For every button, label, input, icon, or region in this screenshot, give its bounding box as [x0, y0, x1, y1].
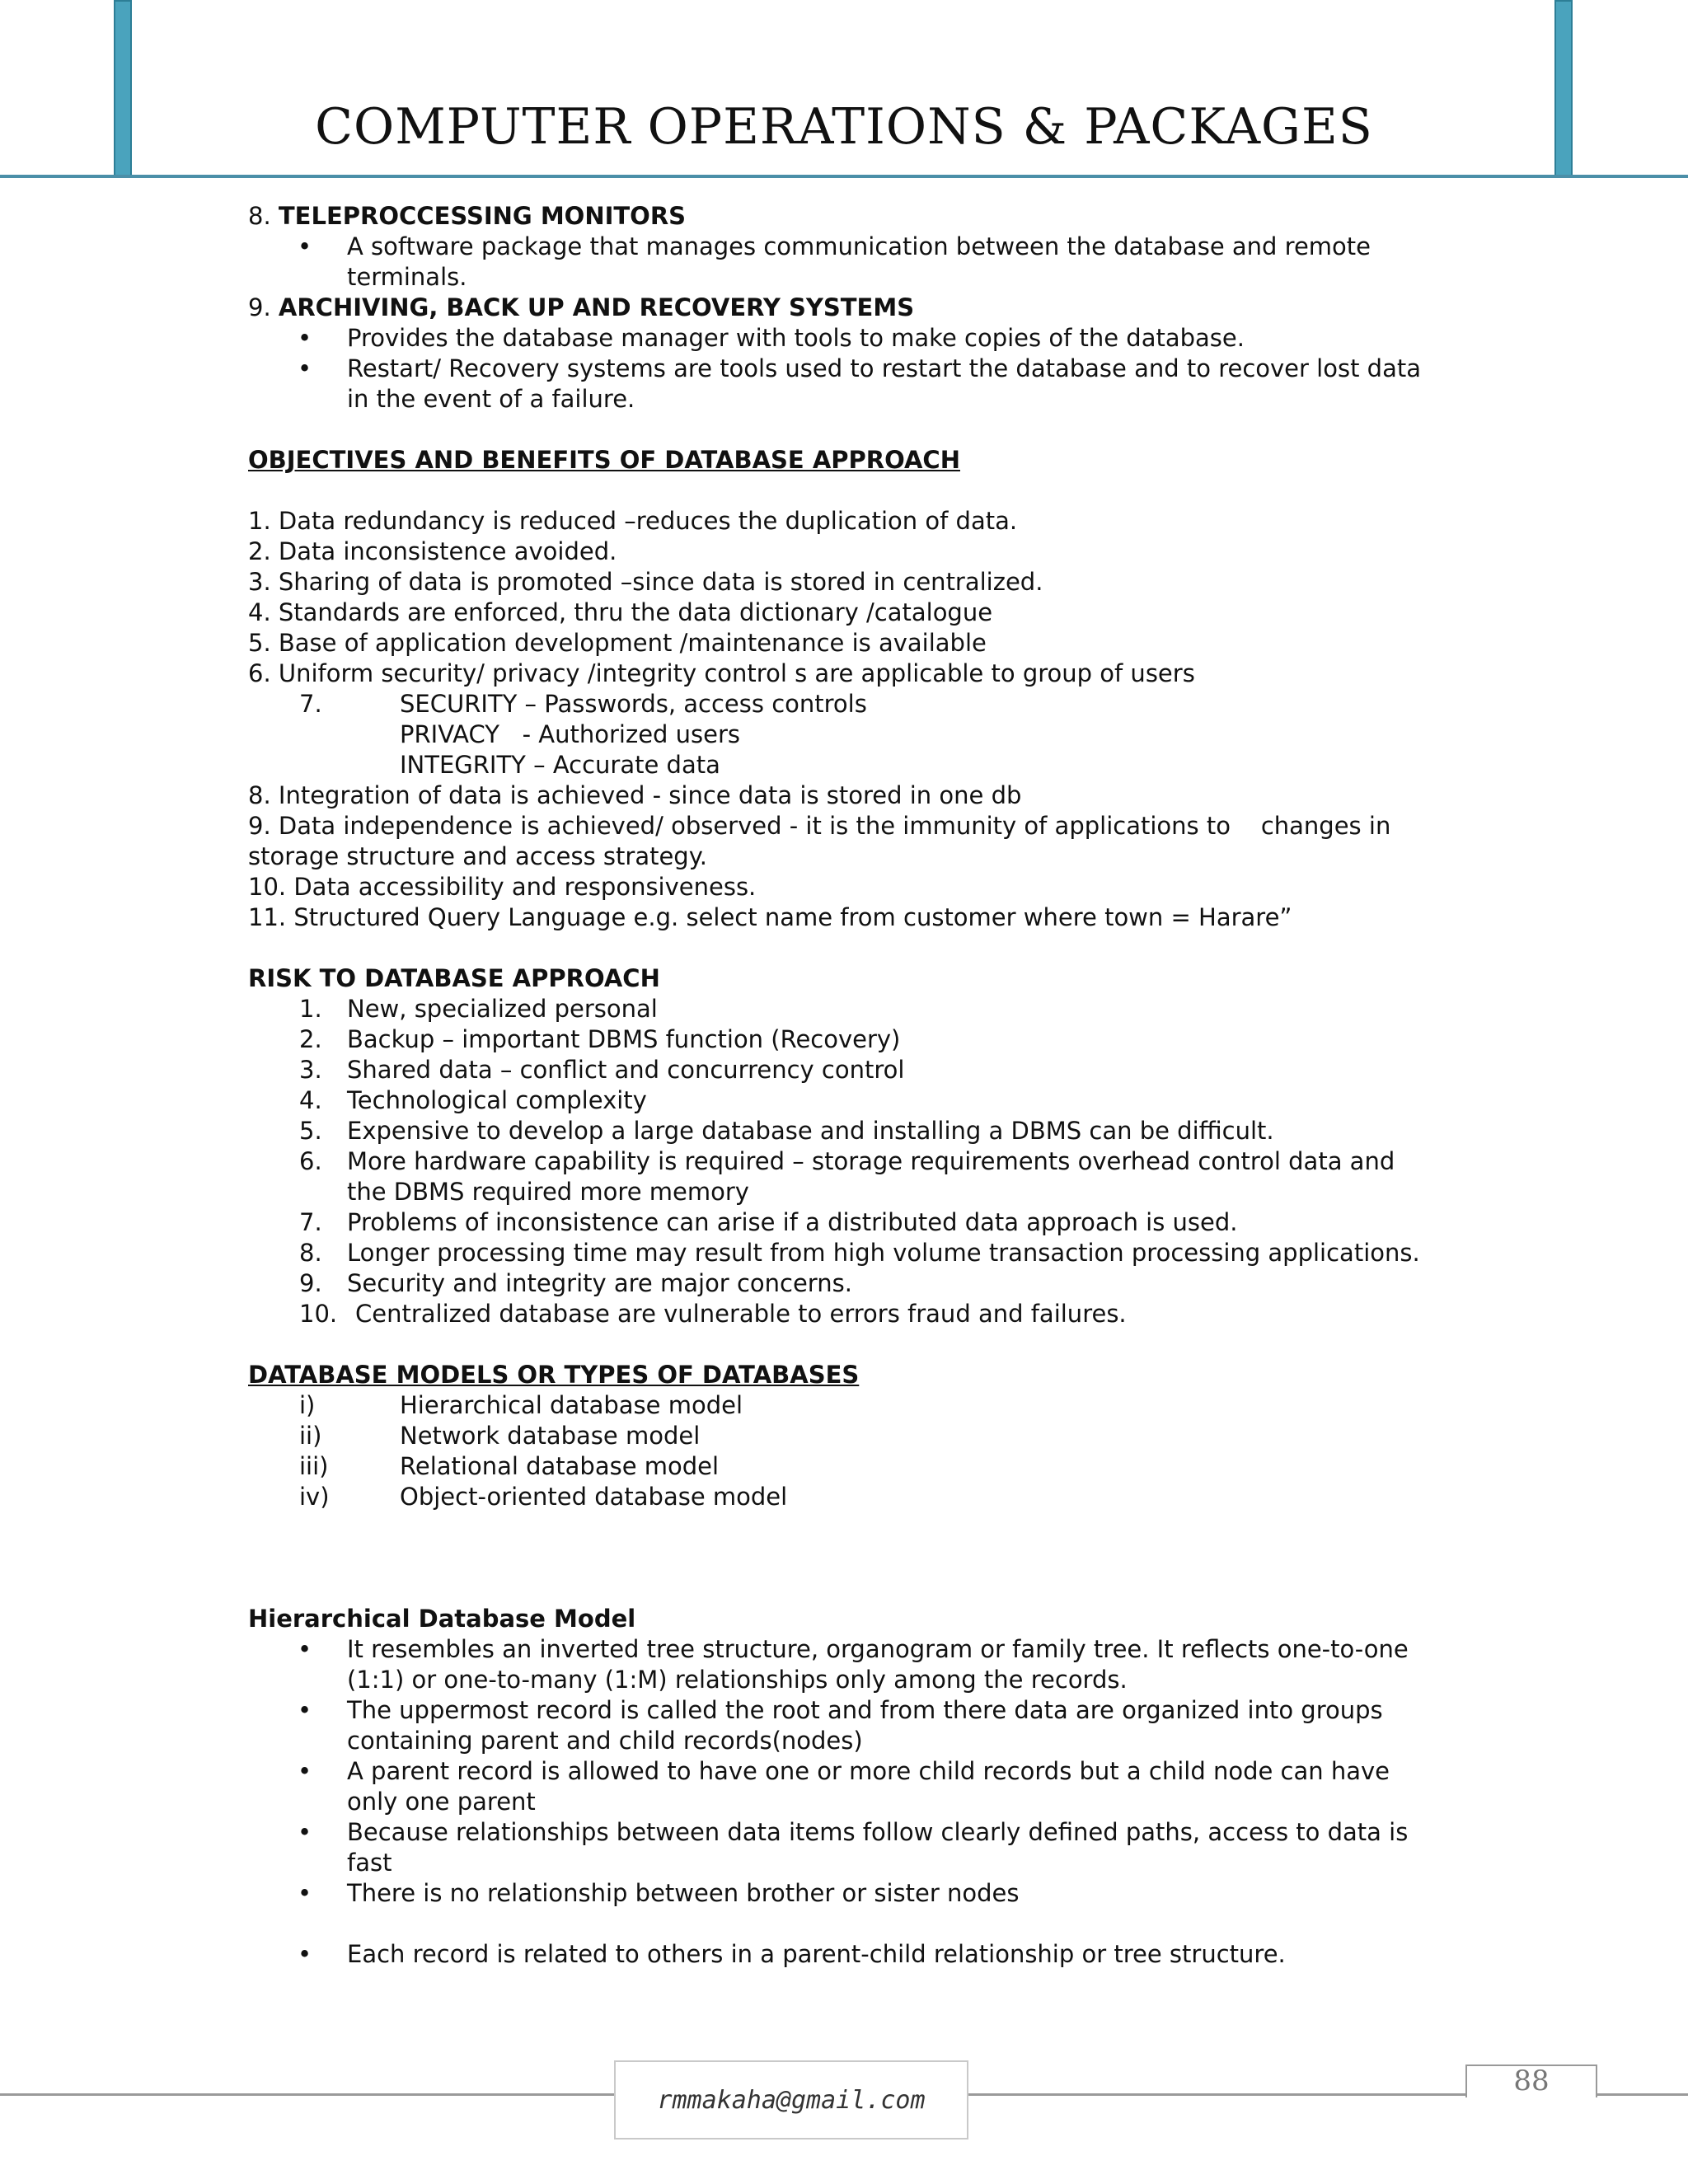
model-item: i) Hierarchical database model: [299, 1391, 743, 1419]
bullet-glyph: •: [298, 1879, 312, 1907]
objective-item: 6. Uniform security/ privacy /integrity control s are applicable to group of users: [248, 659, 1195, 687]
objective-item: 11. Structured Query Language e.g. select name from customer where town = Harare”: [248, 903, 1292, 931]
model-item: iii) Relational database model: [299, 1452, 720, 1480]
risk-item: 7. Problems of inconsistence can arise if a distributed data approach is used.: [299, 1208, 1238, 1236]
section-8-heading: 8. TELEPROCCESSING MONITORS: [248, 202, 687, 230]
risk-item: 5. Expensive to develop a large database and installing a DBMS can be difficult.: [299, 1117, 1274, 1145]
bullet-glyph: •: [298, 1818, 312, 1846]
objective-item: 5. Base of application development /maintenance is available: [248, 629, 987, 657]
bullet-glyph: •: [298, 324, 312, 352]
objective-item-7: 7. SECURITY – Passwords, access controls: [299, 690, 867, 718]
risk-item: 8. Longer processing time may result from high volume transaction processing applications.: [299, 1239, 1420, 1267]
section-9-heading: 9. ARCHIVING, BACK UP AND RECOVERY SYSTEMS: [248, 293, 915, 321]
objective-item: 9. Data independence is achieved/ observed - it is the immunity of applications to changes in: [248, 812, 1391, 840]
bullet-glyph: •: [298, 1696, 312, 1724]
risk-item: 9. Security and integrity are major concerns.: [299, 1269, 852, 1297]
footer-divider-left: [0, 2093, 614, 2096]
risk-item: 1. New, specialized personal: [299, 995, 658, 1023]
hierarchical-bullet: • It resembles an inverted tree structure, organogram or family tree. It reflects one-to-one (1:1) or one-to-many (1:M) relationships only among the records.: [248, 1634, 1435, 1695]
objectives-heading: OBJECTIVES AND BENEFITS OF DATABASE APPROACH: [248, 446, 960, 474]
objective-item: 8. Integration of data is achieved - since data is stored in one db: [248, 781, 1022, 809]
page-title: COMPUTER OPERATIONS & PACKAGES: [315, 98, 1373, 156]
objective-item-7-line: INTEGRITY – Accurate data: [400, 751, 720, 779]
risk-item: 6. More hardware capability is required – storage requirements overhead control data and the DBMS required more memory: [299, 1147, 1395, 1206]
bullet-glyph: •: [298, 1757, 312, 1785]
hierarchical-bullet: • There is no relationship between brother or sister nodes: [248, 1878, 1435, 1909]
risk-item: 2. Backup – important DBMS function (Recovery): [299, 1025, 901, 1053]
models-heading: DATABASE MODELS OR TYPES OF DATABASES: [248, 1361, 860, 1389]
objective-item: 3. Sharing of data is promoted –since data is stored in centralized.: [248, 568, 1043, 596]
bullet-glyph: •: [298, 1635, 312, 1663]
section-9-bullet: • Provides the database manager with tools to make copies of the database.: [248, 323, 1435, 354]
page-number: 88: [1465, 2064, 1597, 2097]
header-divider: [0, 175, 1688, 178]
hierarchical-bullet: • Because relationships between data items follow clearly defined paths, access to data is fast: [248, 1817, 1435, 1878]
risk-item: 4. Technological complexity: [299, 1086, 647, 1114]
objective-item-continuation: storage structure and access strategy.: [248, 842, 707, 870]
risk-item: 3. Shared data – conflict and concurrency control: [299, 1056, 905, 1084]
bullet-glyph: •: [298, 232, 312, 260]
footer-divider-middle: [968, 2093, 1465, 2096]
footer-divider-right: [1597, 2093, 1688, 2096]
section-9-bullet: • Restart/ Recovery systems are tools used to restart the database and to recover lost data in the event of a failure.: [248, 354, 1435, 415]
hierarchical-bullet: • The uppermost record is called the root and from there data are organized into groups containing parent and child records(nodes): [248, 1695, 1435, 1756]
objective-item: 1. Data redundancy is reduced –reduces the duplication of data.: [248, 507, 1018, 535]
hierarchical-heading: Hierarchical Database Model: [248, 1605, 636, 1633]
hierarchical-bullet: • A parent record is allowed to have one or more child records but a child node can have only one parent: [248, 1756, 1435, 1817]
hierarchical-bullet: • Each record is related to others in a parent-child relationship or tree structure.: [248, 1939, 1435, 1970]
risk-item: 10. Centralized database are vulnerable to errors fraud and failures.: [299, 1300, 1127, 1328]
section-8-bullet: • A software package that manages communication between the database and remote terminals.: [248, 232, 1435, 293]
bullet-glyph: •: [298, 1940, 312, 1968]
model-item: iv) Object-oriented database model: [299, 1483, 788, 1511]
risk-heading: RISK TO DATABASE APPROACH: [248, 964, 660, 992]
objective-item: 10. Data accessibility and responsiveness.: [248, 873, 757, 901]
page-content: [248, 201, 1435, 1970]
objective-item: 4. Standards are enforced, thru the data dictionary /catalogue: [248, 598, 993, 626]
footer-email: rmmakaha@gmail.com: [614, 2060, 968, 2139]
objective-item: 2. Data inconsistence avoided.: [248, 537, 617, 565]
bullet-glyph: •: [298, 354, 312, 382]
model-item: ii) Network database model: [299, 1422, 701, 1450]
objective-item-7-line: PRIVACY - Authorized users: [400, 720, 741, 748]
